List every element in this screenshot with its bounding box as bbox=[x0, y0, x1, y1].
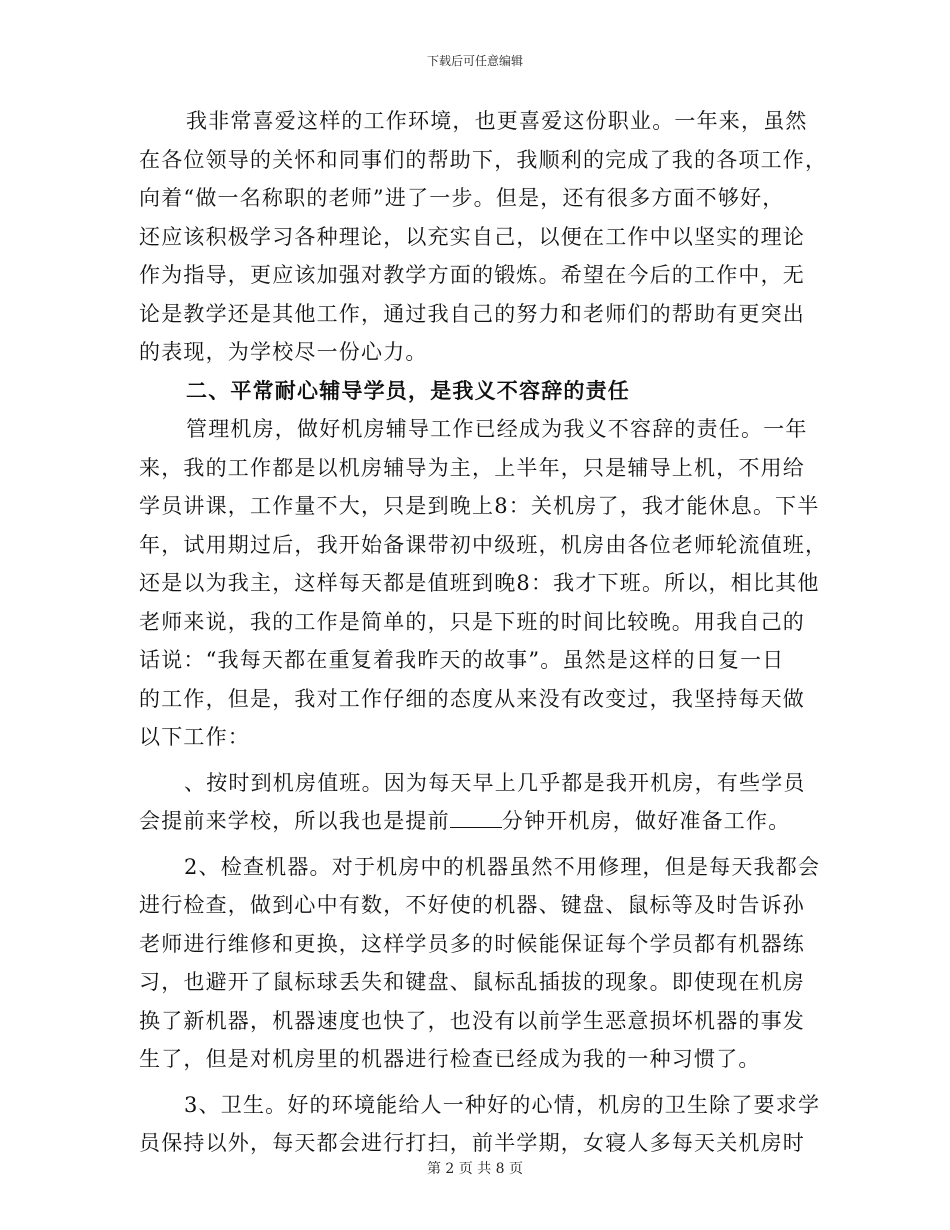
list-item-1 bbox=[139, 764, 819, 841]
text-line: 老师来说，我的工作是简单的，只是下班的时间比较晚。用我自己的 bbox=[139, 609, 805, 634]
text-line: 论是教学还是其他工作，通过我自己的努力和老师们的帮助有更突出 bbox=[139, 301, 805, 326]
text-line bbox=[139, 802, 819, 841]
text-line: 进行检查，做到心中有数，不好使的机器、键盘、鼠标等及时告诉孙 bbox=[139, 893, 805, 917]
text-line: 向着“做一名称职的老师”进了一步。但是，还有很多方面不够好， bbox=[139, 186, 785, 210]
text-line: 作为指导，更应该加强对教学方面的锻炼。希望在今后的工作中，无 bbox=[139, 263, 805, 287]
text-line: 2、检查机器。对于机房中的机器虽然不用修理，但是每天我都会 bbox=[184, 854, 821, 879]
text-line: 管理机房，做好机房辅导工作已经成为我义不容辞的责任。一年 bbox=[186, 417, 808, 441]
text-line: 、按时到机房值班。因为每天早上几乎都是我开机房，有些学员 bbox=[184, 770, 806, 795]
paragraph-1 bbox=[139, 102, 828, 372]
text-line: 生了，但是对机房里的机器进行检查已经成为我的一种习惯了。 bbox=[139, 1047, 761, 1071]
text-line: 还是以为我主，这样每天都是值班到晚8：我才下班。所以，相比其他 bbox=[139, 571, 820, 595]
text-line: 在各位领导的关怀和同事们的帮助下，我顺利的完成了我的各项工作， bbox=[139, 147, 828, 172]
text-line: 员保持以外，每天都会进行打扫，前半学期，女寝人多每天关机房时 bbox=[139, 1131, 805, 1155]
text-line: 话说：“我每天都在重复着我昨天的故事”。虽然是这样的日复一日 bbox=[139, 648, 785, 672]
text-line: 3、卫生。好的环境能给人一种好的心情，机房的卫生除了要求学 bbox=[184, 1092, 821, 1117]
text-line: 的工作，但是，我对工作仔细的态度从来没有改变过，我坚持每天做 bbox=[139, 686, 805, 711]
list-item-3 bbox=[139, 1086, 819, 1163]
list-item-2 bbox=[139, 848, 819, 1079]
text-line: 老师进行维修和更换，这样学员多的时候能保证每个学员都有机器练 bbox=[139, 931, 805, 956]
document-body bbox=[139, 102, 828, 1163]
paragraph-2 bbox=[139, 410, 828, 757]
text-line: 学员讲课，工作量不大，只是到晚上8：关机房了，我才能休息。下半 bbox=[139, 494, 820, 518]
text-line: 还应该积极学习各种理论，以充实自己，以便在工作中以坚实的理论 bbox=[139, 224, 805, 249]
text-segment: 分钟开机房，做好准备工作。 bbox=[501, 809, 791, 833]
text-line: 年，试用期过后，我开始备课带初中级班，机房由各位老师轮流值班， bbox=[139, 532, 828, 557]
blank-underline bbox=[450, 805, 502, 828]
text-line: 换了新机器，机器速度也快了，也没有以前学生恶意损坏机器的事发 bbox=[139, 1008, 805, 1033]
section-heading: 二、平常耐心辅导学员，是我义不容辞的责任 bbox=[186, 377, 630, 403]
page-header-note: 下载后可任意编辑 bbox=[426, 54, 523, 68]
text-line: 的表现，为学校尽一份心力。 bbox=[139, 340, 428, 364]
text-line: 来，我的工作都是以机房辅导为主，上半年，只是辅导上机，不用给 bbox=[139, 455, 805, 480]
text-line: 我非常喜爱这样的工作环境，也更喜爱这份职业。一年来，虽然 bbox=[186, 109, 808, 133]
page-number: 第 2 页 共 8 页 bbox=[426, 1161, 524, 1177]
text-line: 习，也避开了鼠标球丢失和键盘、鼠标乱插拔的现象。即使现在机房 bbox=[139, 970, 805, 994]
text-segment: 会提前来学校，所以我也是提前 bbox=[139, 809, 450, 833]
text-line: 以下工作： bbox=[139, 725, 250, 749]
